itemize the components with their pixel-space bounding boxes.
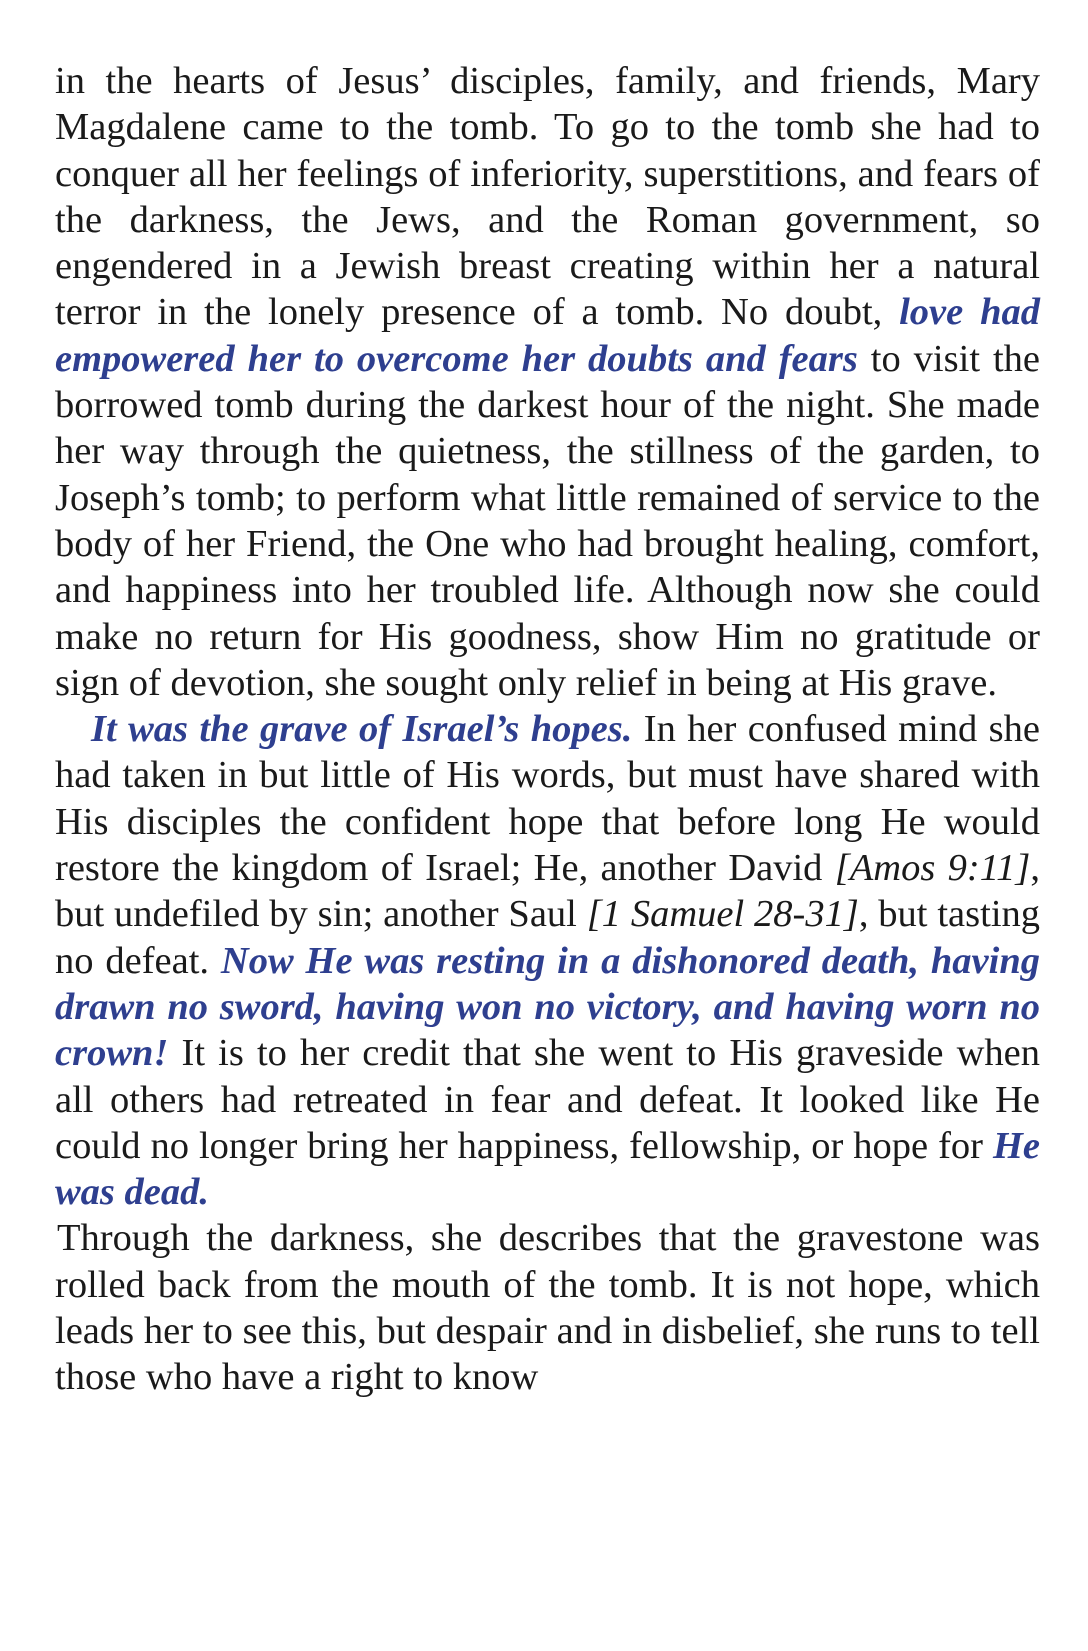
paragraph-1-text-2: to visit the borrowed tomb during the darkest hour of the night. She made her way through the quietness, the stillness of the garden, to Joseph’s tomb; to perform what little remained of service to the body of her Friend, the One who had brought healing, comfort, and happiness into her troubled life. Although now she could make no return for His goodness, show Him no gratitude or sign of devotion, she sought only relief in being at His grave. [55,337,1040,704]
scripture-reference-amos: [Amos 9:11] [834,847,1031,890]
paragraph-1-text-1: in the hearts of Jesus’ disciples, family, and friends, Mary Magdalene came to the tomb. To go to the tomb she had to conquer all her feelings of inferiority, superstitions, and fears of the darkness, the Jews, and the Roman government, so engendered in a Jewish breast creating within her a natural terror in the lonely presence of a tomb. No doubt, [55,60,1040,334]
paragraph-2-text-3: , but tasting no defeat. [55,893,1041,982]
paragraph-2 [55,706,1040,1215]
paragraph-2-text-4: It is to her credit that she went to His graveside when all others had retreated in fear and defeat. It looked like He could no longer bring her happiness, fellowship, or hope for [55,1032,1040,1167]
paragraph-3-text: Through the darkness, she describes that the gravestone was rolled back from the mouth of the tomb. It is not hope, which leads her to see this, but despair and in disbelief, she runs to tell those who have a right to know [55,1217,1040,1399]
paragraph-2-emphasis-2: Now He was resting in a dishonored death, having drawn no sword, having won no victory, and having worn no crown! [55,939,1040,1075]
page-body [55,58,1040,1401]
paragraph-3 [55,1215,1040,1400]
paragraph-2-emphasis-1: It was the grave of Israel’s hopes. [91,708,633,751]
scripture-reference-samuel: [1 Samuel 28-31] [586,893,859,936]
paragraph-1-emphasis: love had empowered her to overcome her doubts and fears [55,291,1040,380]
paragraph-2-text-1: In her confused mind she had taken in but little of His words, but must have shared with His disciples the confident hope that before long He would restore the kingdom of Israel; He, another David [55,708,1040,890]
paragraph-1 [55,58,1040,706]
paragraph-2-text-2: , but undefiled by sin; another Saul [55,847,1040,936]
paragraph-2-emphasis-3: He was dead. [55,1124,1040,1214]
